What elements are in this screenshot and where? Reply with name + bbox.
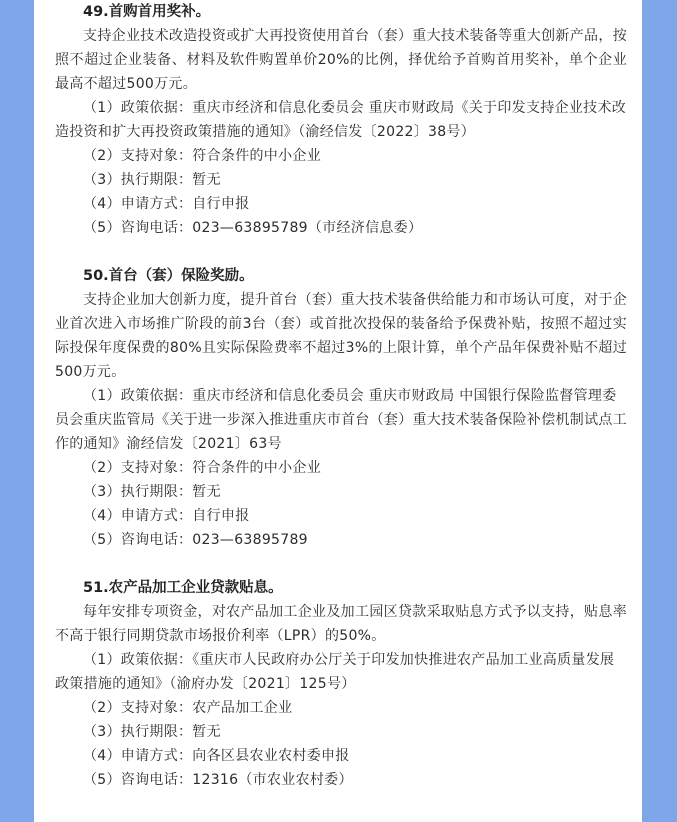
consult-phone: （5）咨询电话：023—63895789 [83, 532, 308, 548]
section-49 [55, 0, 627, 240]
execution-period: （3）执行期限：暂无 [83, 484, 221, 500]
section-title: 50.首台（套）保险奖励。 [83, 268, 254, 284]
section-body: 支持企业加大创新力度，提升首台（套）重大技术装备供给能力和市场认可度，对于企业首次进入市场推广阶段的前3台（套）或首批次投保的装备给予保费补贴，按照不超过实际投保年度保费的80%且实际保险费率不超过3%的上限计算，单个产品年保费补贴不超过500万元。 [55, 292, 627, 380]
section-body: 支持企业技术改造投资或扩大再投资使用首台（套）重大技术装备等重大创新产品，按照不超过企业装备、材料及软件购置单价20%的比例，择优给予首购首用奖补，单个企业最高不超过500万元。 [55, 28, 627, 92]
document-page [34, 0, 642, 822]
execution-period: （3）执行期限：暂无 [83, 172, 221, 188]
policy-basis: （1）政策依据：重庆市经济和信息化委员会 重庆市财政局 中国银行保险监督管理委员会重庆监管局《关于进一步深入推进重庆市首台（套）重大技术装备保险补偿机制试点工作的通知》渝经信发〔2021〕63号 [55, 388, 627, 452]
support-target: （2）支持对象：符合条件的中小企业 [83, 148, 322, 164]
section-title: 51.农产品加工企业贷款贴息。 [83, 580, 283, 596]
application-method: （4）申请方式：自行申报 [83, 196, 250, 212]
support-target: （2）支持对象：符合条件的中小企业 [83, 460, 322, 476]
execution-period: （3）执行期限：暂无 [83, 724, 221, 740]
document-content [55, 0, 627, 792]
application-method: （4）申请方式：向各区县农业农村委申报 [83, 748, 350, 764]
application-method: （4）申请方式：自行申报 [83, 508, 250, 524]
consult-phone: （5）咨询电话：023—63895789（市经济信息委） [83, 220, 423, 236]
section-body: 每年安排专项资金，对农产品加工企业及加工园区贷款采取贴息方式予以支持，贴息率不高于银行同期贷款市场报价利率（LPR）的50%。 [55, 604, 627, 644]
consult-phone: （5）咨询电话：12316（市农业农村委） [83, 772, 353, 788]
section-title: 49.首购首用奖补。 [83, 4, 211, 20]
section-50 [55, 264, 627, 552]
policy-basis: （1）政策依据：重庆市经济和信息化委员会 重庆市财政局《关于印发支持企业技术改造投资和扩大再投资政策措施的通知》（渝经信发〔2022〕38号） [55, 100, 627, 140]
section-spacer [55, 552, 627, 576]
support-target: （2）支持对象：农产品加工企业 [83, 700, 293, 716]
section-spacer [55, 240, 627, 264]
section-51 [55, 576, 627, 792]
policy-basis: （1）政策依据：《重庆市人民政府办公厅关于印发加快推进农产品加工业高质量发展政策措施的通知》（渝府办发〔2021〕125号） [55, 652, 615, 692]
